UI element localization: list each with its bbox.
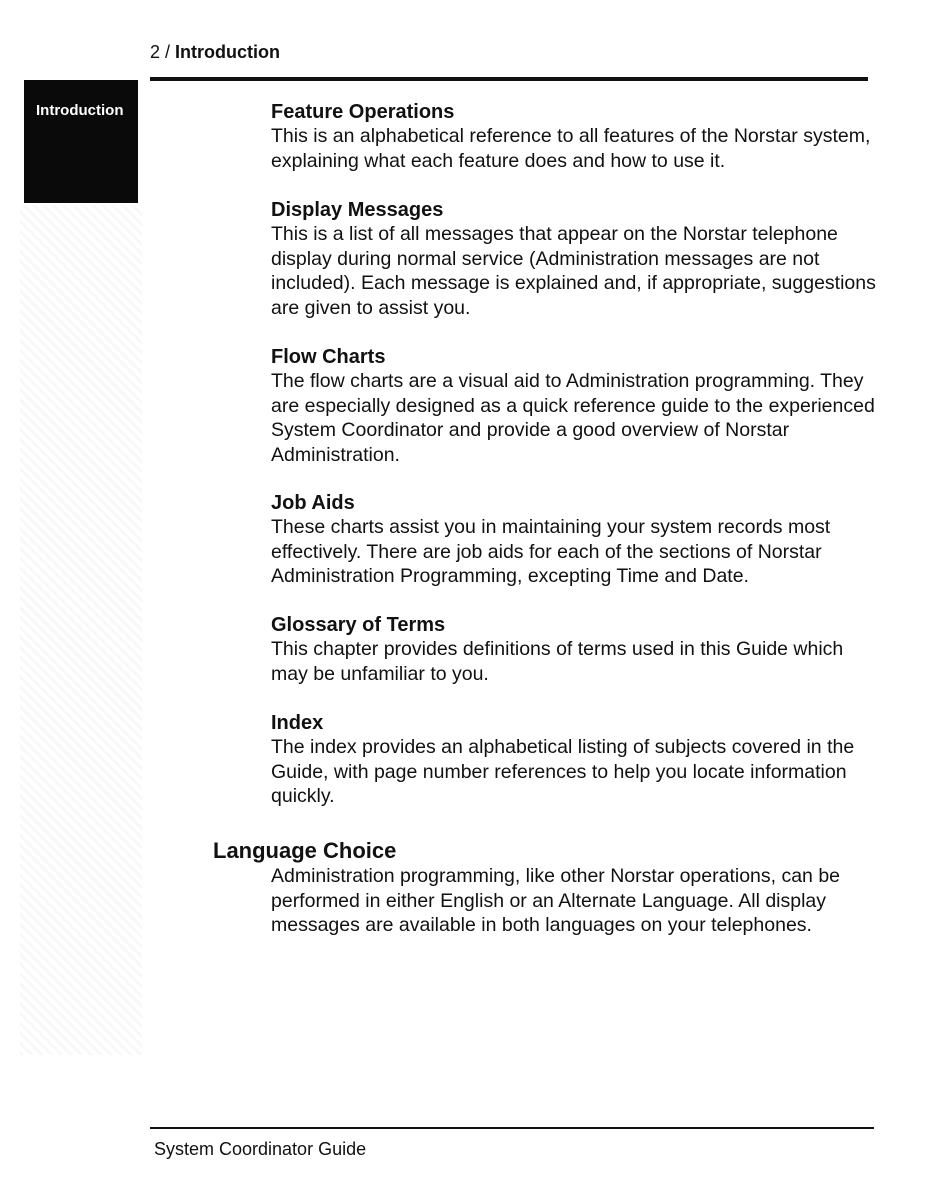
entry-glossary-of-terms (271, 613, 881, 686)
entry-text: The index provides an alphabetical listing of subjects covered in the Guide, with page number references to help you locate information quickly. (271, 736, 855, 808)
entry-display-messages (271, 198, 881, 320)
language-choice-heading: Language Choice (213, 838, 397, 863)
entry-text: The flow charts are a visual aid to Administration programming. They are especially designed as a quick reference guide to the experienced System Coordinator and provide a good overview of Norstar Administration. (271, 370, 875, 466)
section-tab (24, 80, 138, 203)
entry-title: Glossary of Terms (271, 614, 446, 636)
footer-rule (150, 1127, 874, 1129)
header-separator: / (160, 42, 176, 62)
entry-text: This chapter provides definitions of terms used in this Guide which may be unfamiliar to you. (271, 638, 844, 685)
page-number: 2 (150, 42, 161, 62)
entry-feature-operations (271, 100, 881, 173)
language-choice-text: Administration programming, like other Norstar operations, can be performed in either English or an Alternate Language. All display messages are available in both languages on your telephones. (271, 865, 841, 937)
entry-title: Job Aids (271, 492, 355, 514)
margin-scan-shading (20, 205, 142, 1055)
entry-text: These charts assist you in maintaining your system records most effectively. There are job aids for each of the sections of Norstar Administration Programming, excepting Time and Date. (271, 516, 831, 588)
entry-job-aids (271, 491, 881, 589)
entry-title: Flow Charts (271, 346, 386, 368)
header-section-title: Introduction (175, 42, 281, 62)
entry-text: This is an alphabetical reference to all features of the Norstar system, explaining what each feature does and how to use it. (271, 125, 871, 172)
entry-title: Display Messages (271, 199, 444, 221)
page-header (150, 42, 280, 63)
entry-title: Feature Operations (271, 101, 455, 123)
header-rule (150, 77, 868, 81)
entry-title: Index (271, 712, 324, 734)
section-tab-label: Introduction (36, 102, 124, 119)
entry-flow-charts (271, 345, 881, 467)
entry-text: This is a list of all messages that appear on the Norstar telephone display during normal service (Administration messages are not included). Each message is explained and, if appropriate, suggestions are given to assist you. (271, 223, 876, 319)
entry-index (271, 711, 881, 809)
page-footer: System Coordinator Guide (154, 1139, 367, 1159)
language-choice-body (271, 864, 881, 938)
